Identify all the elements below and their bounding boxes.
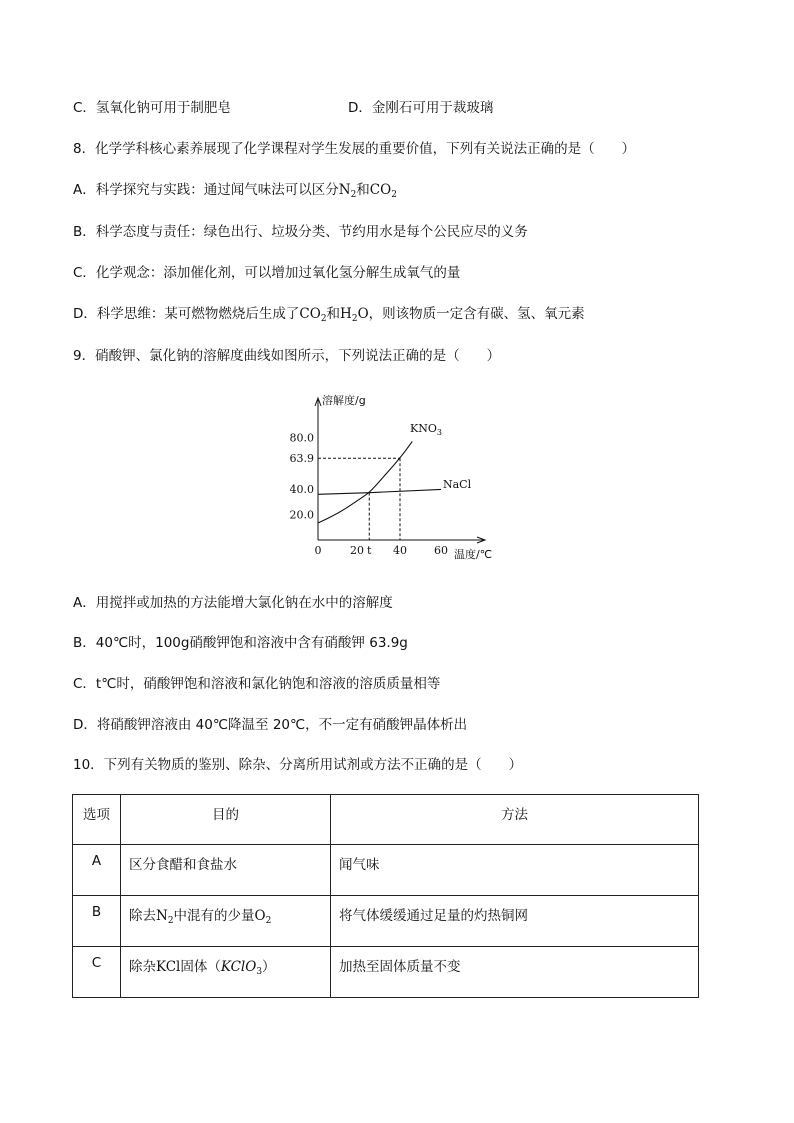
x-tick-label: 60 bbox=[434, 544, 448, 557]
q8-option-b: B．科学态度与责任：绿色出行、垃圾分类、节约用水是每个公民应尽的义务 bbox=[73, 224, 528, 240]
row-option: B bbox=[73, 896, 121, 947]
series-label-kno3: $KNO_3$ bbox=[410, 422, 442, 437]
q8-option-c: C．化学观念：添加催化剂，可以增加过氧化氢分解生成氧气的量 bbox=[73, 265, 461, 281]
row-goal: 除杂KCl固体（KClO$_3$） bbox=[121, 947, 331, 998]
y-tick-label: 20.0 bbox=[289, 508, 314, 522]
q9-option-a: A．用搅拌或加热的方法能增大氯化钠在水中的溶解度 bbox=[73, 595, 393, 611]
x-tick-label: 0 bbox=[314, 544, 322, 557]
q9-option-c: C．t℃时，硝酸钾饱和溶液和氯化钠饱和溶液的溶质质量相等 bbox=[73, 676, 441, 692]
q8-stem: 8．化学学科核心素养展现了化学课程对学生发展的重要价值，下列有关说法正确的是（ ） bbox=[73, 141, 636, 157]
row-option: C bbox=[73, 947, 121, 998]
table-row bbox=[73, 845, 699, 896]
x-tick-label: 20 bbox=[350, 544, 364, 557]
q8-option-d: D．科学思维：某可燃物燃烧后生成了$CO_2$和$H_2O$，则该物质一定含有碳、氢、氧元素 bbox=[73, 306, 585, 324]
row-option: A bbox=[73, 845, 121, 896]
y-tick-label: 40.0 bbox=[289, 482, 314, 496]
header-method: 方法 bbox=[331, 795, 699, 845]
table-row bbox=[73, 896, 699, 947]
solubility-chart bbox=[280, 388, 510, 568]
x-axis-label: 温度/℃ bbox=[454, 548, 493, 561]
row-goal: 区分食醋和食盐水 bbox=[121, 845, 331, 896]
table-header-row bbox=[73, 795, 699, 845]
series-line-nacl bbox=[318, 489, 441, 494]
q7-option-d: D．金刚石可用于裁玻璃 bbox=[348, 100, 494, 116]
table-row bbox=[73, 947, 699, 998]
q9-option-d: D．将硝酸钾溶液由 40℃降温至 20℃，不一定有硝酸钾晶体析出 bbox=[73, 717, 468, 733]
x-tick-label: 40 bbox=[393, 544, 407, 557]
series-label-nacl: NaCl bbox=[443, 478, 472, 491]
y-axis-label: 溶解度/g bbox=[322, 394, 366, 407]
x-tick-label: t bbox=[367, 544, 372, 557]
q10-stem: 10．下列有关物质的鉴别、除杂、分离所用试剂或方法不正确的是（ ） bbox=[73, 757, 523, 773]
q8-option-a: A．科学探究与实践：通过闻气味法可以区分$N_2$和$CO_2$ bbox=[73, 182, 397, 200]
series-line-kno3 bbox=[318, 441, 412, 523]
header-option: 选项 bbox=[73, 795, 121, 845]
row-method: 加热至固体质量不变 bbox=[331, 947, 699, 998]
row-goal: 除去$N_2$中混有的少量$O_2$ bbox=[121, 896, 331, 947]
row-method: 将气体缓缓通过足量的灼热铜网 bbox=[331, 896, 699, 947]
q10-table bbox=[72, 794, 699, 998]
y-tick-label: 80.0 bbox=[289, 431, 314, 445]
row-method: 闻气味 bbox=[331, 845, 699, 896]
y-tick-label: 63.9 bbox=[289, 452, 314, 466]
q9-option-b: B．40℃时，100g硝酸钾饱和溶液中含有硝酸钾 63.9g bbox=[73, 635, 408, 651]
q9-stem: 9．硝酸钾、氯化钠的溶解度曲线如图所示，下列说法正确的是（ ） bbox=[73, 348, 501, 364]
q7-option-c: C．氢氧化钠可用于制肥皂 bbox=[73, 100, 231, 116]
header-goal: 目的 bbox=[121, 795, 331, 845]
